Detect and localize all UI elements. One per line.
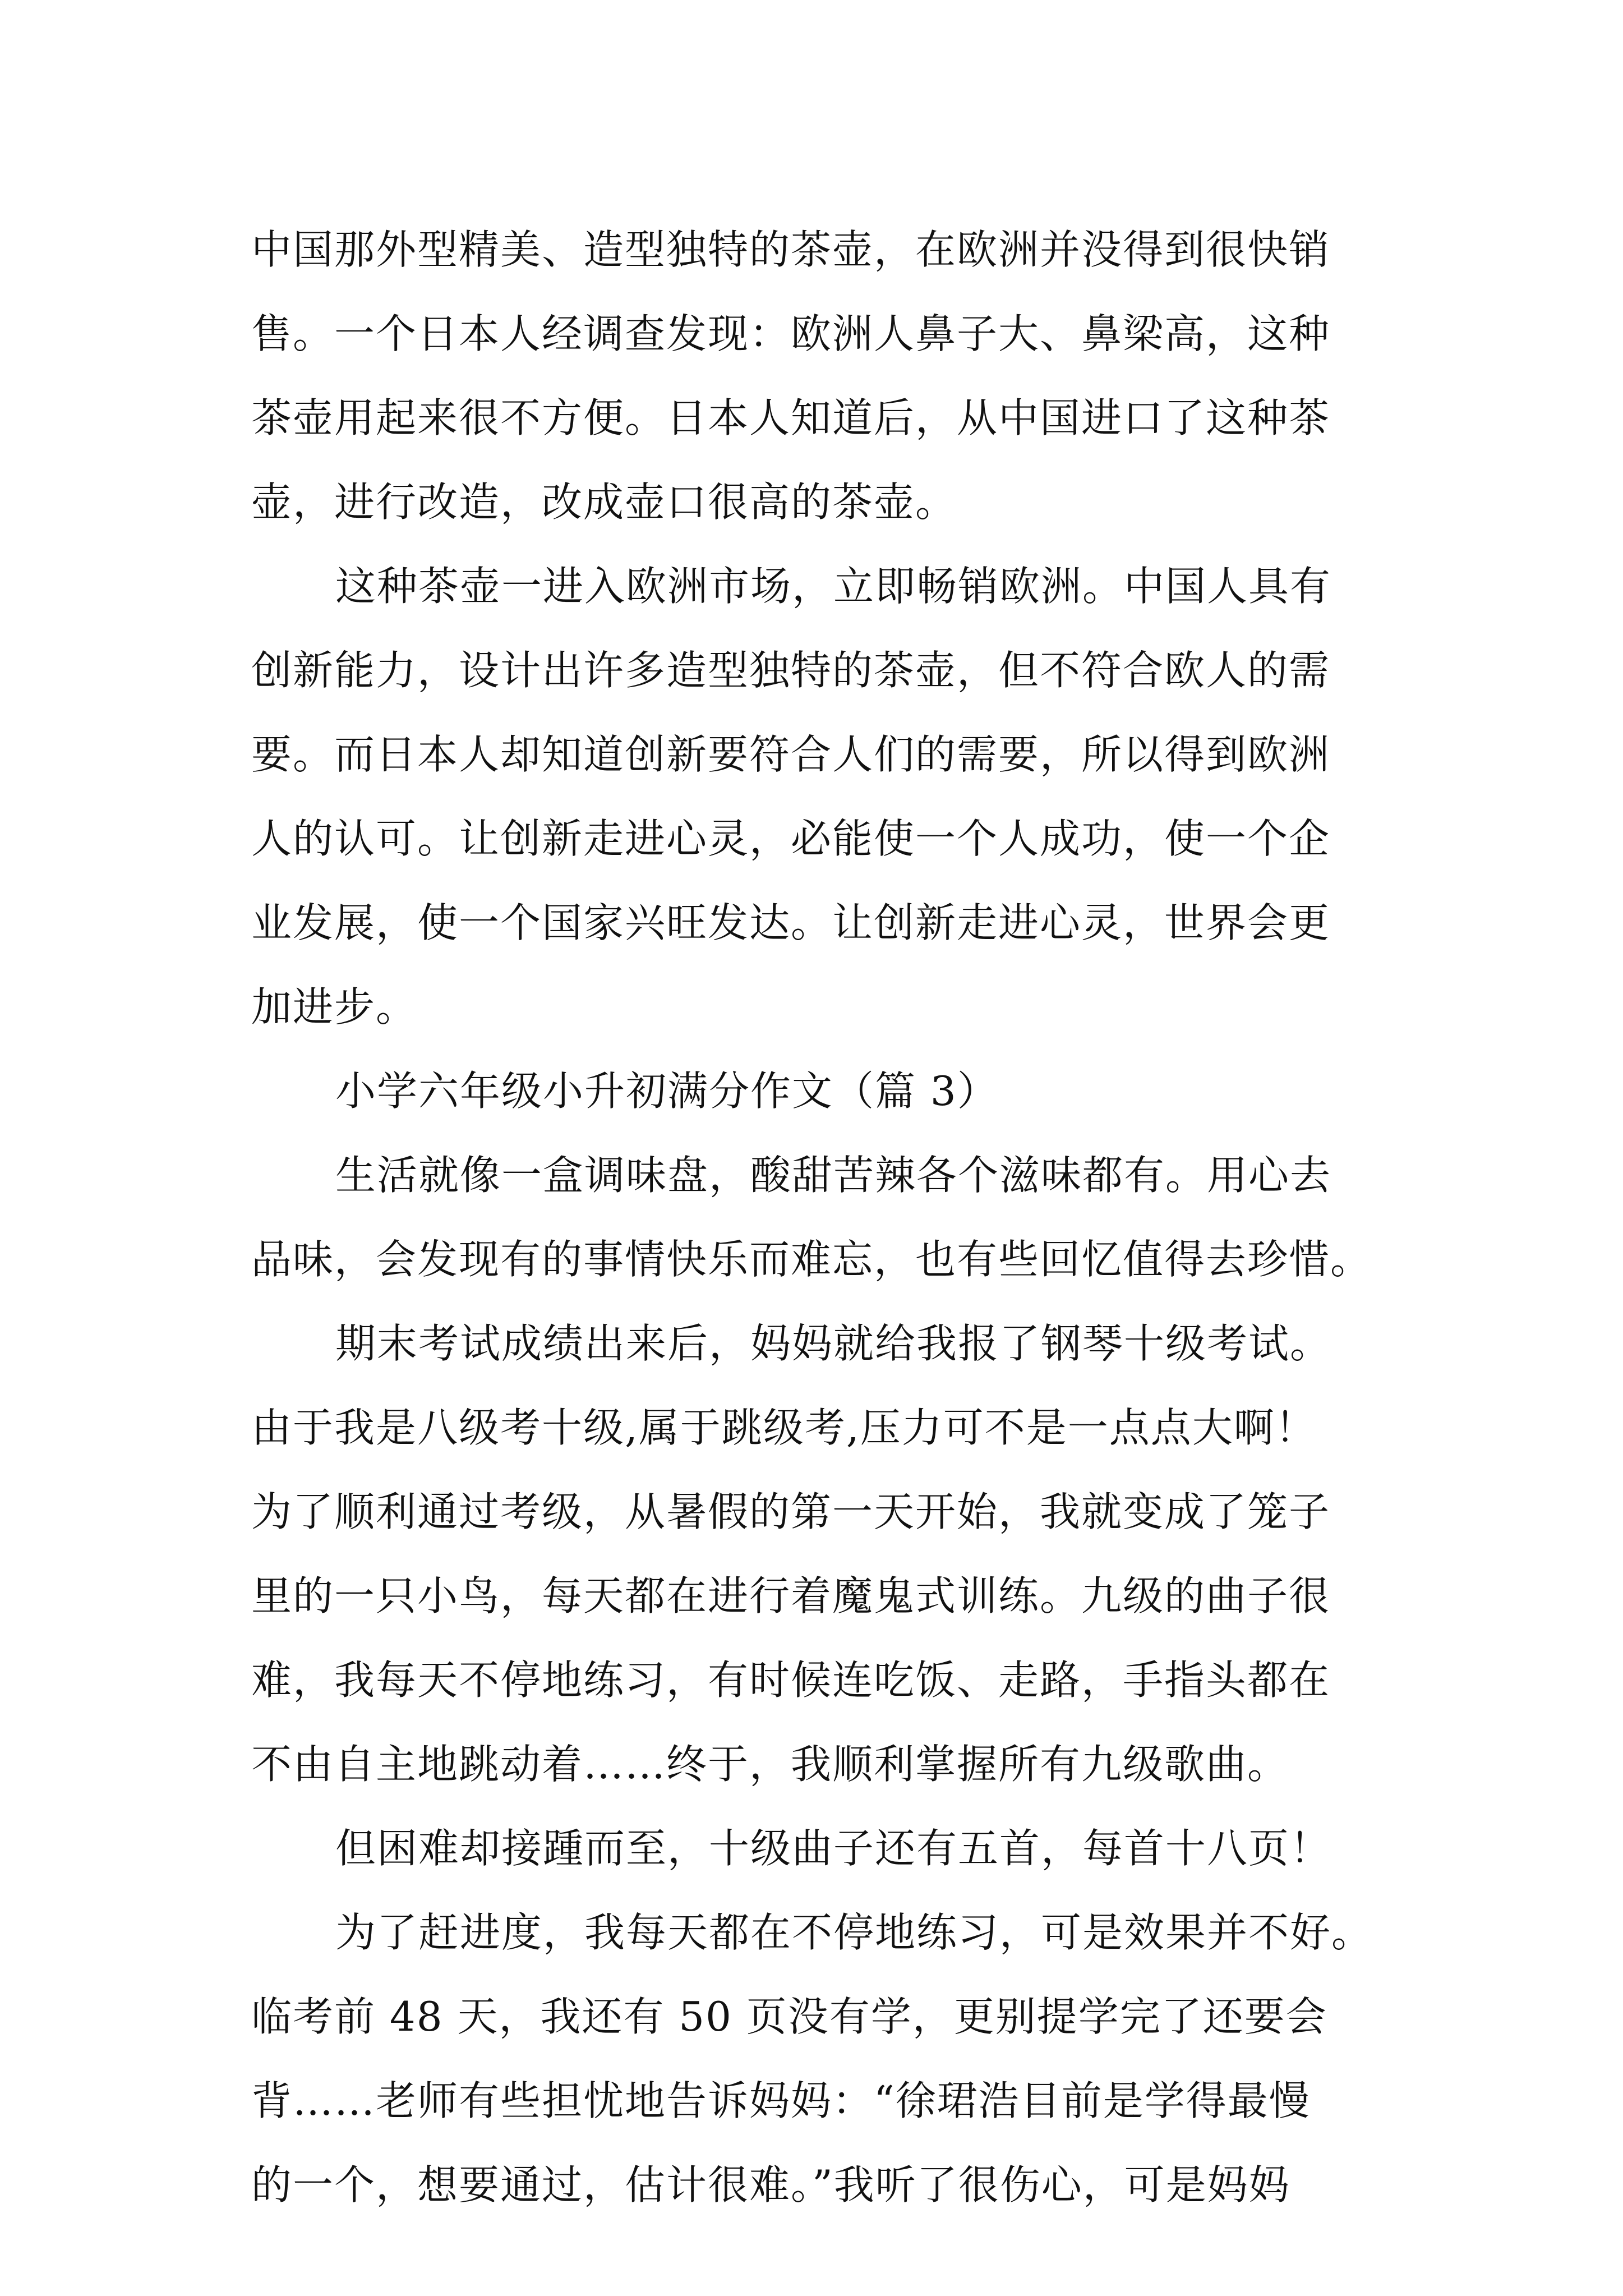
text-line: 的一个，想要通过，估计很难。”我听了很伤心，可是妈妈	[251, 2161, 1290, 2208]
section-heading: 小学六年级小升初满分作文（篇 3）	[335, 1068, 999, 1115]
paragraph-start: 为了赶进度，我每天都在不停地练习，可是效果并不好。	[335, 1909, 1373, 1956]
text-line: 加进步。	[251, 983, 418, 1030]
text-line: 中国那外型精美、造型独特的茶壶，在欧洲并没得到很快销	[251, 226, 1331, 273]
paragraph-start: 期末考试成绩出来后，妈妈就给我报了钢琴十级考试。	[335, 1320, 1332, 1367]
paragraph-start: 这种茶壶一进入欧洲市场，立即畅销欧洲。中国人具有	[335, 563, 1332, 610]
text-line: 茶壶用起来很不方便。日本人知道后，从中国进口了这种茶	[251, 394, 1331, 441]
text-line: 临考前 48 天，我还有 50 页没有学，更别提学完了还要会	[251, 1993, 1327, 2040]
text-line: 要。而日本人却知道创新要符合人们的需要，所以得到欧洲	[251, 731, 1331, 778]
text-line: 业发展，使一个国家兴旺发达。让创新走进心灵，世界会更	[251, 899, 1331, 946]
text-line: 创新能力，设计出许多造型独特的茶壶，但不符合欧人的需	[251, 647, 1331, 694]
text-line: 壶，进行改造，改成壶口很高的茶壶。	[251, 478, 957, 526]
text-line: 由于我是八级考十级,属于跳级考,压力可不是一点点大啊！	[251, 1404, 1317, 1451]
paragraph-start: 生活就像一盒调味盘，酸甜苦辣各个滋味都有。用心去	[335, 1152, 1332, 1199]
text-line: 里的一只小鸟，每天都在进行着魔鬼式训练。九级的曲子很	[251, 1572, 1331, 1619]
text-line: 难，我每天不停地练习，有时候连吃饭、走路，手指头都在	[251, 1657, 1331, 1704]
text-line: 背……老师有些担忧地告诉妈妈：“徐珺浩目前是学得最慢	[251, 2077, 1311, 2124]
text-line: 人的认可。让创新走进心灵，必能使一个人成功，使一个企	[251, 815, 1331, 862]
paragraph-start: 但困难却接踵而至，十级曲子还有五首，每首十八页！	[335, 1825, 1332, 1872]
text-line: 品味，会发现有的事情快乐而难忘，也有些回忆值得去珍惜。	[251, 1236, 1372, 1283]
body-text	[251, 208, 1384, 2227]
text-line: 不由自主地跳动着……终于，我顺利掌握所有九级歌曲。	[251, 1741, 1289, 1788]
text-line: 售。一个日本人经调查发现：欧洲人鼻子大、鼻梁高，这种	[251, 310, 1331, 357]
text-line: 为了顺利通过考级，从暑假的第一天开始，我就变成了笼子	[251, 1488, 1331, 1535]
